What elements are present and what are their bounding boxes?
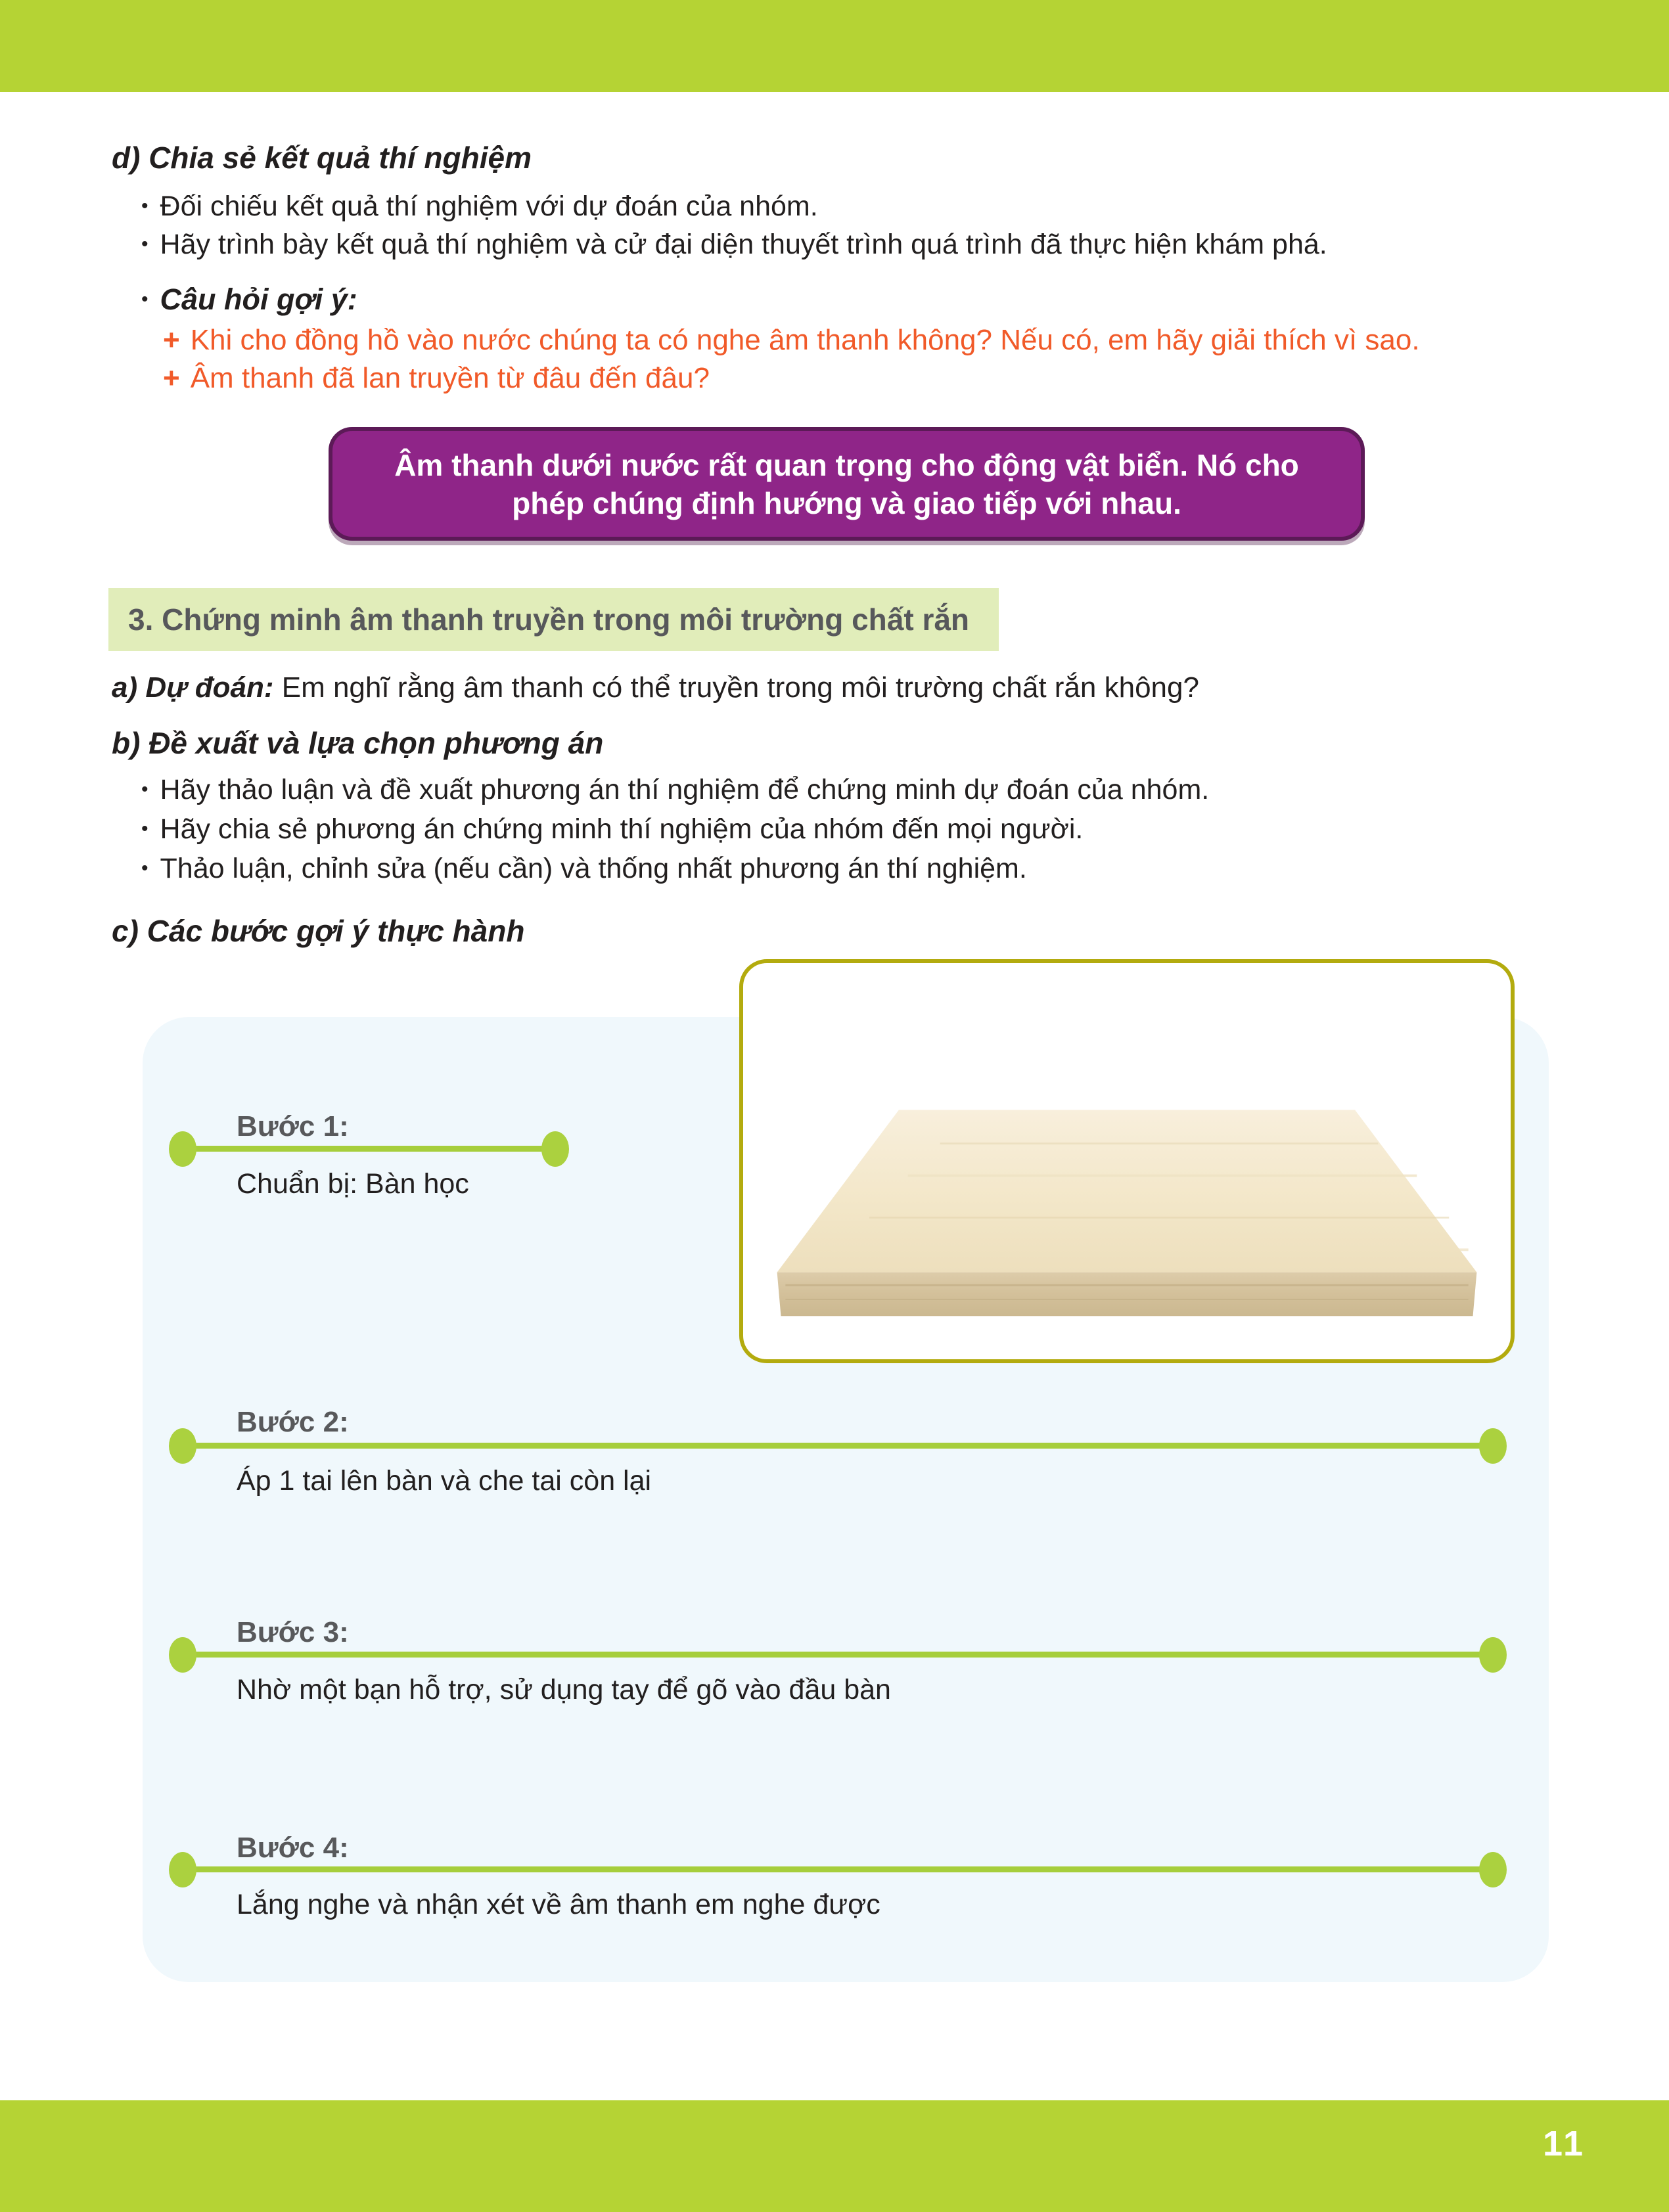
section-3-header: [108, 588, 999, 651]
hint-heading-row: [141, 282, 357, 317]
bullet-icon: •: [141, 779, 149, 800]
step-2-label: Bước 2:: [237, 1406, 349, 1438]
plus-icon: +: [163, 362, 180, 394]
step-1-label: Bước 1:: [237, 1110, 349, 1142]
list-item: [141, 851, 1027, 886]
step-1-line: [183, 1146, 555, 1152]
step-4-text: Lắng nghe và nhận xét về âm thanh em nghe được: [237, 1889, 880, 1920]
step-dot-icon: [169, 1852, 196, 1887]
bullet-icon: •: [141, 195, 149, 217]
hint-item-text: Khi cho đồng hồ vào nước chúng ta có nghe âm thanh không? Nếu có, em hãy giải thích vì sao.: [190, 324, 1420, 356]
figure-box: [739, 959, 1515, 1363]
bullet-icon: •: [141, 288, 149, 310]
hint-item: [163, 323, 1420, 357]
step-dot-icon: [169, 1637, 196, 1673]
hint-item: [163, 361, 710, 395]
step-dot-icon: [541, 1131, 569, 1167]
list-item: [141, 227, 1327, 261]
step-4-line: [183, 1866, 1493, 1872]
hint-item-text: Âm thanh đã lan truyền từ đâu đến đâu?: [190, 362, 710, 394]
prediction-text: Em nghĩ rằng âm thanh có thể truyền trong môi trường chất rắn không?: [273, 671, 1199, 704]
prediction-row: [112, 670, 1199, 706]
list-item: [141, 189, 818, 223]
section-b-heading: b) Đề xuất và lựa chọn phương án: [112, 726, 604, 760]
list-item: [141, 812, 1083, 846]
step-3-text: Nhờ một bạn hỗ trợ, sử dụng tay để gõ vào đầu bàn: [237, 1674, 891, 1705]
list-item-text: Hãy thảo luận và đề xuất phương án thí nghiệm để chứng minh dự đoán của nhóm.: [160, 774, 1210, 805]
section-c-heading: c) Các bước gợi ý thực hành: [112, 914, 525, 948]
step-dot-icon: [1479, 1428, 1507, 1464]
step-dot-icon: [169, 1428, 196, 1464]
step-dot-icon: [169, 1131, 196, 1167]
list-item-text: Thảo luận, chỉnh sửa (nếu cần) và thống nhất phương án thí nghiệm.: [160, 853, 1027, 884]
list-item-text: Hãy trình bày kết quả thí nghiệm và cử đại diện thuyết trình quá trình đã thực hiện khám phá.: [160, 229, 1327, 260]
step-1-text: Chuẩn bị: Bàn học: [237, 1168, 469, 1200]
step-dot-icon: [1479, 1637, 1507, 1673]
wooden-table-top-illustration: [743, 963, 1511, 1359]
top-green-band: [0, 0, 1669, 92]
list-item-text: Đối chiếu kết quả thí nghiệm với dự đoán của nhóm.: [160, 191, 818, 222]
bottom-green-band: [0, 2100, 1669, 2212]
bullet-icon: •: [141, 818, 149, 840]
step-4-label: Bước 4:: [237, 1832, 349, 1864]
fact-callout-box: [329, 427, 1365, 541]
step-2-line: [183, 1443, 1493, 1449]
bullet-icon: •: [141, 233, 149, 255]
hint-heading: Câu hỏi gợi ý:: [160, 282, 357, 316]
bullet-icon: •: [141, 857, 149, 879]
prediction-label: a) Dự đoán:: [112, 671, 274, 704]
step-3-label: Bước 3:: [237, 1616, 349, 1648]
fact-callout-text: Âm thanh dưới nước rất quan trọng cho động vật biển. Nó cho phép chúng định hướng và giao tiếp với nhau.: [394, 447, 1299, 520]
step-dot-icon: [1479, 1852, 1507, 1887]
step-3-line: [183, 1652, 1493, 1658]
page-number: 11: [1543, 2124, 1586, 2163]
section-d-heading: d) Chia sẻ kết quả thí nghiệm: [112, 141, 532, 175]
plus-icon: +: [163, 324, 180, 356]
section-3-title: 3. Chứng minh âm thanh truyền trong môi trường chất rắn: [128, 602, 970, 637]
list-item: [141, 773, 1209, 807]
list-item-text: Hãy chia sẻ phương án chứng minh thí nghiệm của nhóm đến mọi người.: [160, 813, 1084, 845]
step-2-text: Áp 1 tai lên bàn và che tai còn lại: [237, 1465, 652, 1497]
